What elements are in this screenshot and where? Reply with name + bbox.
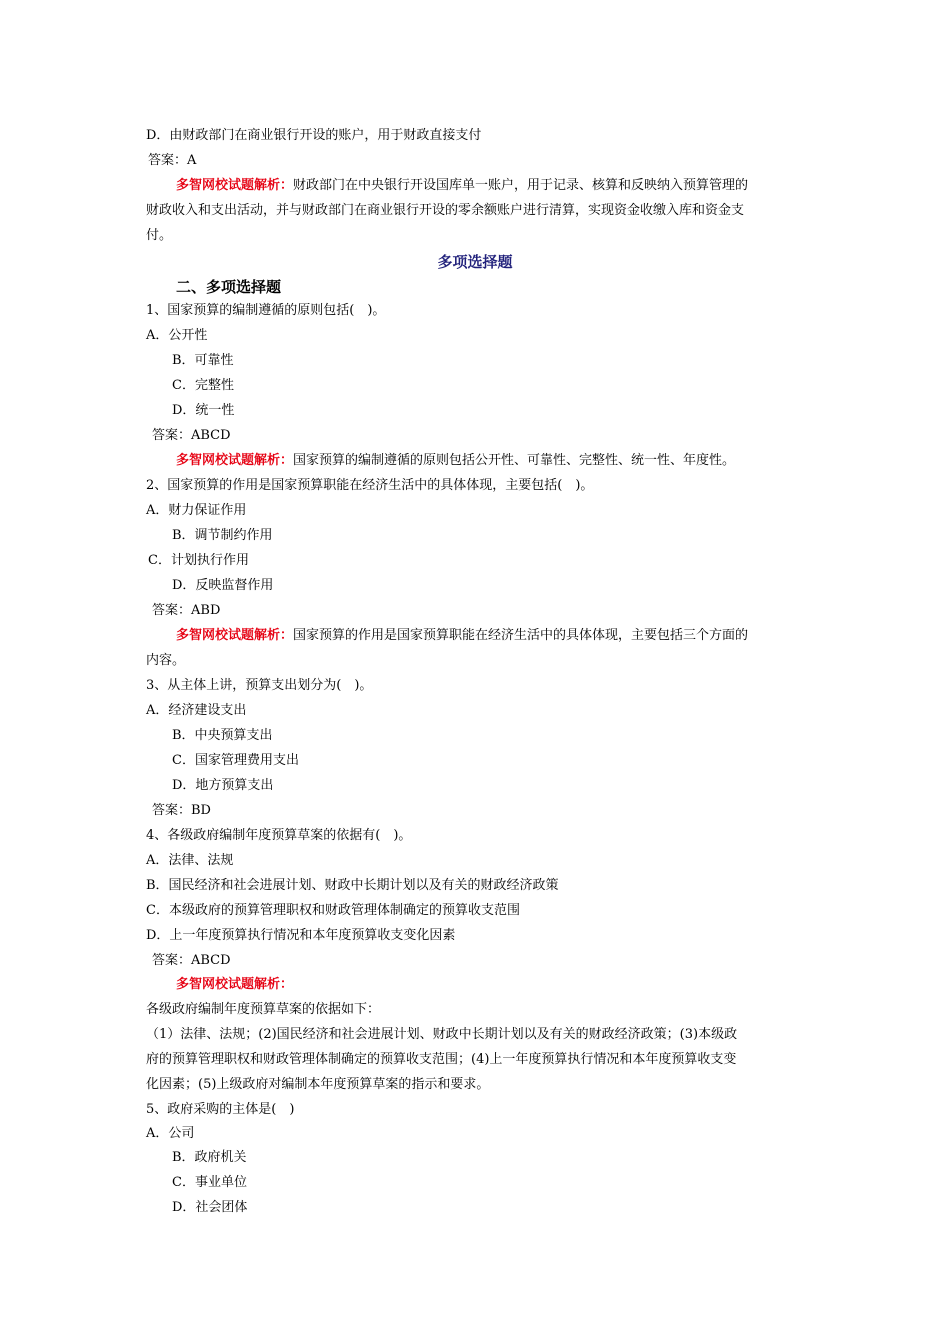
q1-analysis	[176, 451, 735, 471]
q1-stem: 1、国家预算的编制遵循的原则包括( )。	[146, 303, 386, 318]
q5-option-b: B．政府机关	[172, 1150, 247, 1165]
q3-option-b: B．中央预算支出	[172, 728, 273, 743]
analysis-text: 财政部门在中央银行开设国库单一账户，用于记录、核算和反映纳入预算管理的	[293, 178, 749, 193]
prev-analysis-line-2: 财政收入和支出活动，并与财政部门在商业银行开设的零余额账户进行清算，实现资金收缴入库和资金支	[146, 203, 745, 218]
q4-analysis-label-line	[176, 975, 293, 995]
analysis-text: 国家预算的编制遵循的原则包括公开性、可靠性、完整性、统一性、年度性。	[293, 453, 736, 468]
analysis-label: 多智网校试题解析：	[176, 178, 294, 193]
q1-option-c: C．完整性	[172, 378, 234, 393]
q3-option-a: A．经济建设支出	[146, 703, 247, 718]
section-title: 二、多项选择题	[176, 278, 282, 296]
prev-analysis-line-3: 付。	[146, 228, 173, 243]
q5-option-a: A．公司	[146, 1126, 195, 1141]
center-heading: 多项选择题	[437, 253, 513, 271]
q4-option-c: C．本级政府的预算管理职权和财政管理体制确定的预算收支范围	[146, 903, 520, 918]
analysis-label: 多智网校试题解析：	[176, 453, 294, 468]
q4-stem: 4、各级政府编制年度预算草案的依据有( )。	[146, 828, 412, 843]
q3-stem: 3、从主体上讲，预算支出划分为( )。	[146, 678, 373, 693]
analysis-label: 多智网校试题解析：	[176, 977, 294, 992]
q4-analysis-line-3: 化因素；(5)上级政府对编制本年度预算草案的指示和要求。	[146, 1077, 490, 1092]
q2-option-b: B．调节制约作用	[172, 528, 273, 543]
q3-answer: 答案：BD	[152, 803, 211, 818]
analysis-label: 多智网校试题解析：	[176, 628, 294, 643]
q4-option-a: A．法律、法规	[146, 853, 234, 868]
prev-option-d: D．由财政部门在商业银行开设的账户，用于财政直接支付	[146, 128, 482, 143]
q5-stem: 5、政府采购的主体是( )	[146, 1102, 295, 1117]
q4-option-d: D．上一年度预算执行情况和本年度预算收支变化因素	[146, 928, 456, 943]
q2-analysis-line-2: 内容。	[146, 653, 186, 668]
q1-option-d: D．统一性	[172, 403, 235, 418]
q3-option-d: D．地方预算支出	[172, 778, 274, 793]
q1-option-b: B．可靠性	[172, 353, 234, 368]
q4-analysis-line-1: （1）法律、法规；(2)国民经济和社会进展计划、财政中长期计划以及有关的财政经济政策；(3)本级政	[146, 1027, 738, 1042]
q2-analysis-line-1	[176, 626, 748, 646]
q1-option-a: A．公开性	[146, 328, 208, 343]
q5-option-c: C．事业单位	[172, 1175, 247, 1190]
q4-answer: 答案：ABCD	[152, 953, 231, 968]
q5-option-d: D．社会团体	[172, 1200, 248, 1215]
q3-option-c: C．国家管理费用支出	[172, 753, 299, 768]
q4-option-b: B．国民经济和社会进展计划、财政中长期计划以及有关的财政经济政策	[146, 878, 559, 893]
q4-analysis-line-2: 府的预算管理职权和财政管理体制确定的预算收支范围；(4)上一年度预算执行情况和本年度预算收支变	[146, 1052, 737, 1067]
q2-option-a: A．财力保证作用	[146, 503, 247, 518]
q2-stem: 2、国家预算的作用是国家预算职能在经济生活中的具体体现，主要包括( )。	[146, 478, 594, 493]
q1-answer: 答案：ABCD	[152, 428, 231, 443]
prev-answer: 答案：A	[148, 153, 197, 168]
q4-analysis-intro: 各级政府编制年度预算草案的依据如下：	[146, 1002, 381, 1017]
q2-option-d: D．反映监督作用	[172, 578, 274, 593]
q2-option-c: C．计划执行作用	[148, 553, 249, 568]
q2-answer: 答案：ABD	[152, 603, 221, 618]
prev-analysis-line-1	[176, 176, 748, 196]
analysis-text: 国家预算的作用是国家预算职能在经济生活中的具体体现，主要包括三个方面的	[293, 628, 749, 643]
